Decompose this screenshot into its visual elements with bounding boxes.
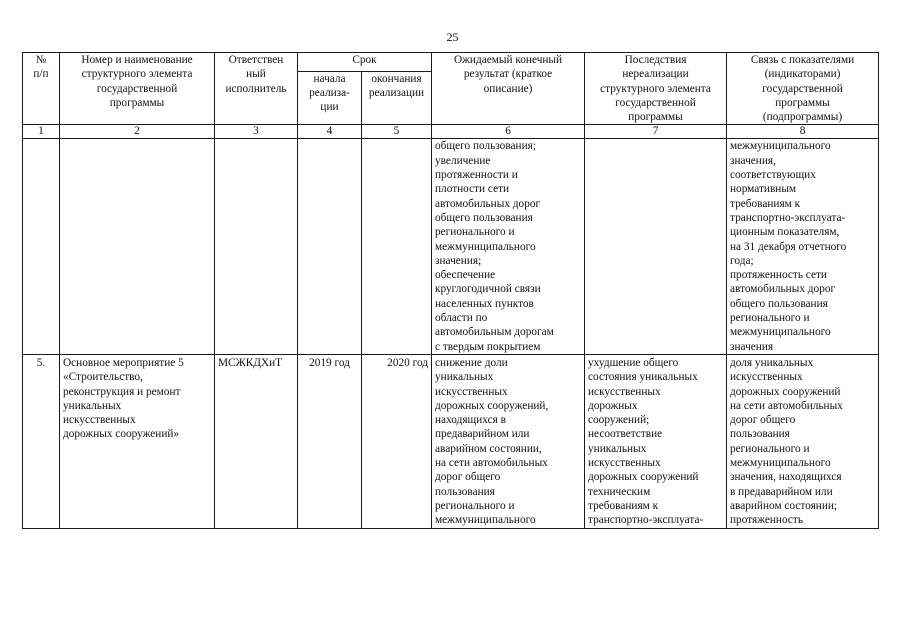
- column-number: 7: [585, 125, 727, 139]
- table-row: [23, 354, 879, 528]
- row-link: межмуниципального значения, соответствующих нормативным требованиям к транспортно-эксплуата- ционным показателям, на 31 декабря отчетного года; протяженность сети автомобильных дорог общего пользования регионального и межмуниципального значения: [727, 139, 879, 354]
- column-number: 4: [298, 125, 362, 139]
- header-result: Ожидаемый конечный результат (краткое описание): [432, 53, 585, 125]
- row-consequences: [585, 139, 727, 354]
- header-row-1: [23, 53, 879, 72]
- column-number: 8: [727, 125, 879, 139]
- page-number: 25: [446, 30, 459, 44]
- table-row: [23, 139, 879, 354]
- column-number: 1: [23, 125, 60, 139]
- column-number: 5: [362, 125, 432, 139]
- row-end: [362, 139, 432, 354]
- program-table: [22, 52, 879, 529]
- header-link: Связь с показателями (индикаторами) государственной программы (подпрограммы): [727, 53, 879, 125]
- header-term: Срок: [298, 53, 432, 72]
- row-name: [60, 139, 215, 354]
- header-responsible: Ответствен ный исполнитель: [215, 53, 298, 125]
- row-result: снижение доли уникальных искусственных дорожных сооружений, находящихся в предаварийном или аварийном состоянии, на сети автомобильных дорог общего пользования регионального и межмуниципального: [432, 354, 585, 528]
- column-number: 3: [215, 125, 298, 139]
- header-start: начала реализа- ции: [298, 71, 362, 125]
- column-number: 2: [60, 125, 215, 139]
- row-num: 5.: [23, 354, 60, 528]
- row-name: Основное мероприятие 5 «Строительство, реконструкция и ремонт уникальных искусственных дорожных сооружений»: [60, 354, 215, 528]
- row-end: 2020 год: [362, 354, 432, 528]
- row-consequences: ухудшение общего состояния уникальных искусственных дорожных сооружений; несоответствие уникальных искусственных дорожных сооружений техническим требованиям к транспортно-эксплуата-: [585, 354, 727, 528]
- row-start: [298, 139, 362, 354]
- row-link: доля уникальных искусственных дорожных сооружений на сети автомобильных дорог общего пользования регионального и межмуниципального значения, находящихся в предаварийном или аварийном состоянии; протяженность: [727, 354, 879, 528]
- header-num: № п/п: [23, 53, 60, 125]
- row-start: 2019 год: [298, 354, 362, 528]
- row-num: [23, 139, 60, 354]
- row-responsible: [215, 139, 298, 354]
- column-number: 6: [432, 125, 585, 139]
- column-number-row: [23, 125, 879, 139]
- header-name: Номер и наименование структурного элемента государственной программы: [60, 53, 215, 125]
- header-end: окончания реализации: [362, 71, 432, 125]
- row-result: общего пользования; увеличение протяженности и плотности сети автомобильных дорог общего пользования регионального и межмуниципального значения; обеспечение круглогодичной связи населенных пунктов области по автомобильным дорогам с твердым покрытием: [432, 139, 585, 354]
- row-responsible: МСЖКДХиТ: [215, 354, 298, 528]
- header-consequences: Последствия нереализации структурного элемента государственной программы: [585, 53, 727, 125]
